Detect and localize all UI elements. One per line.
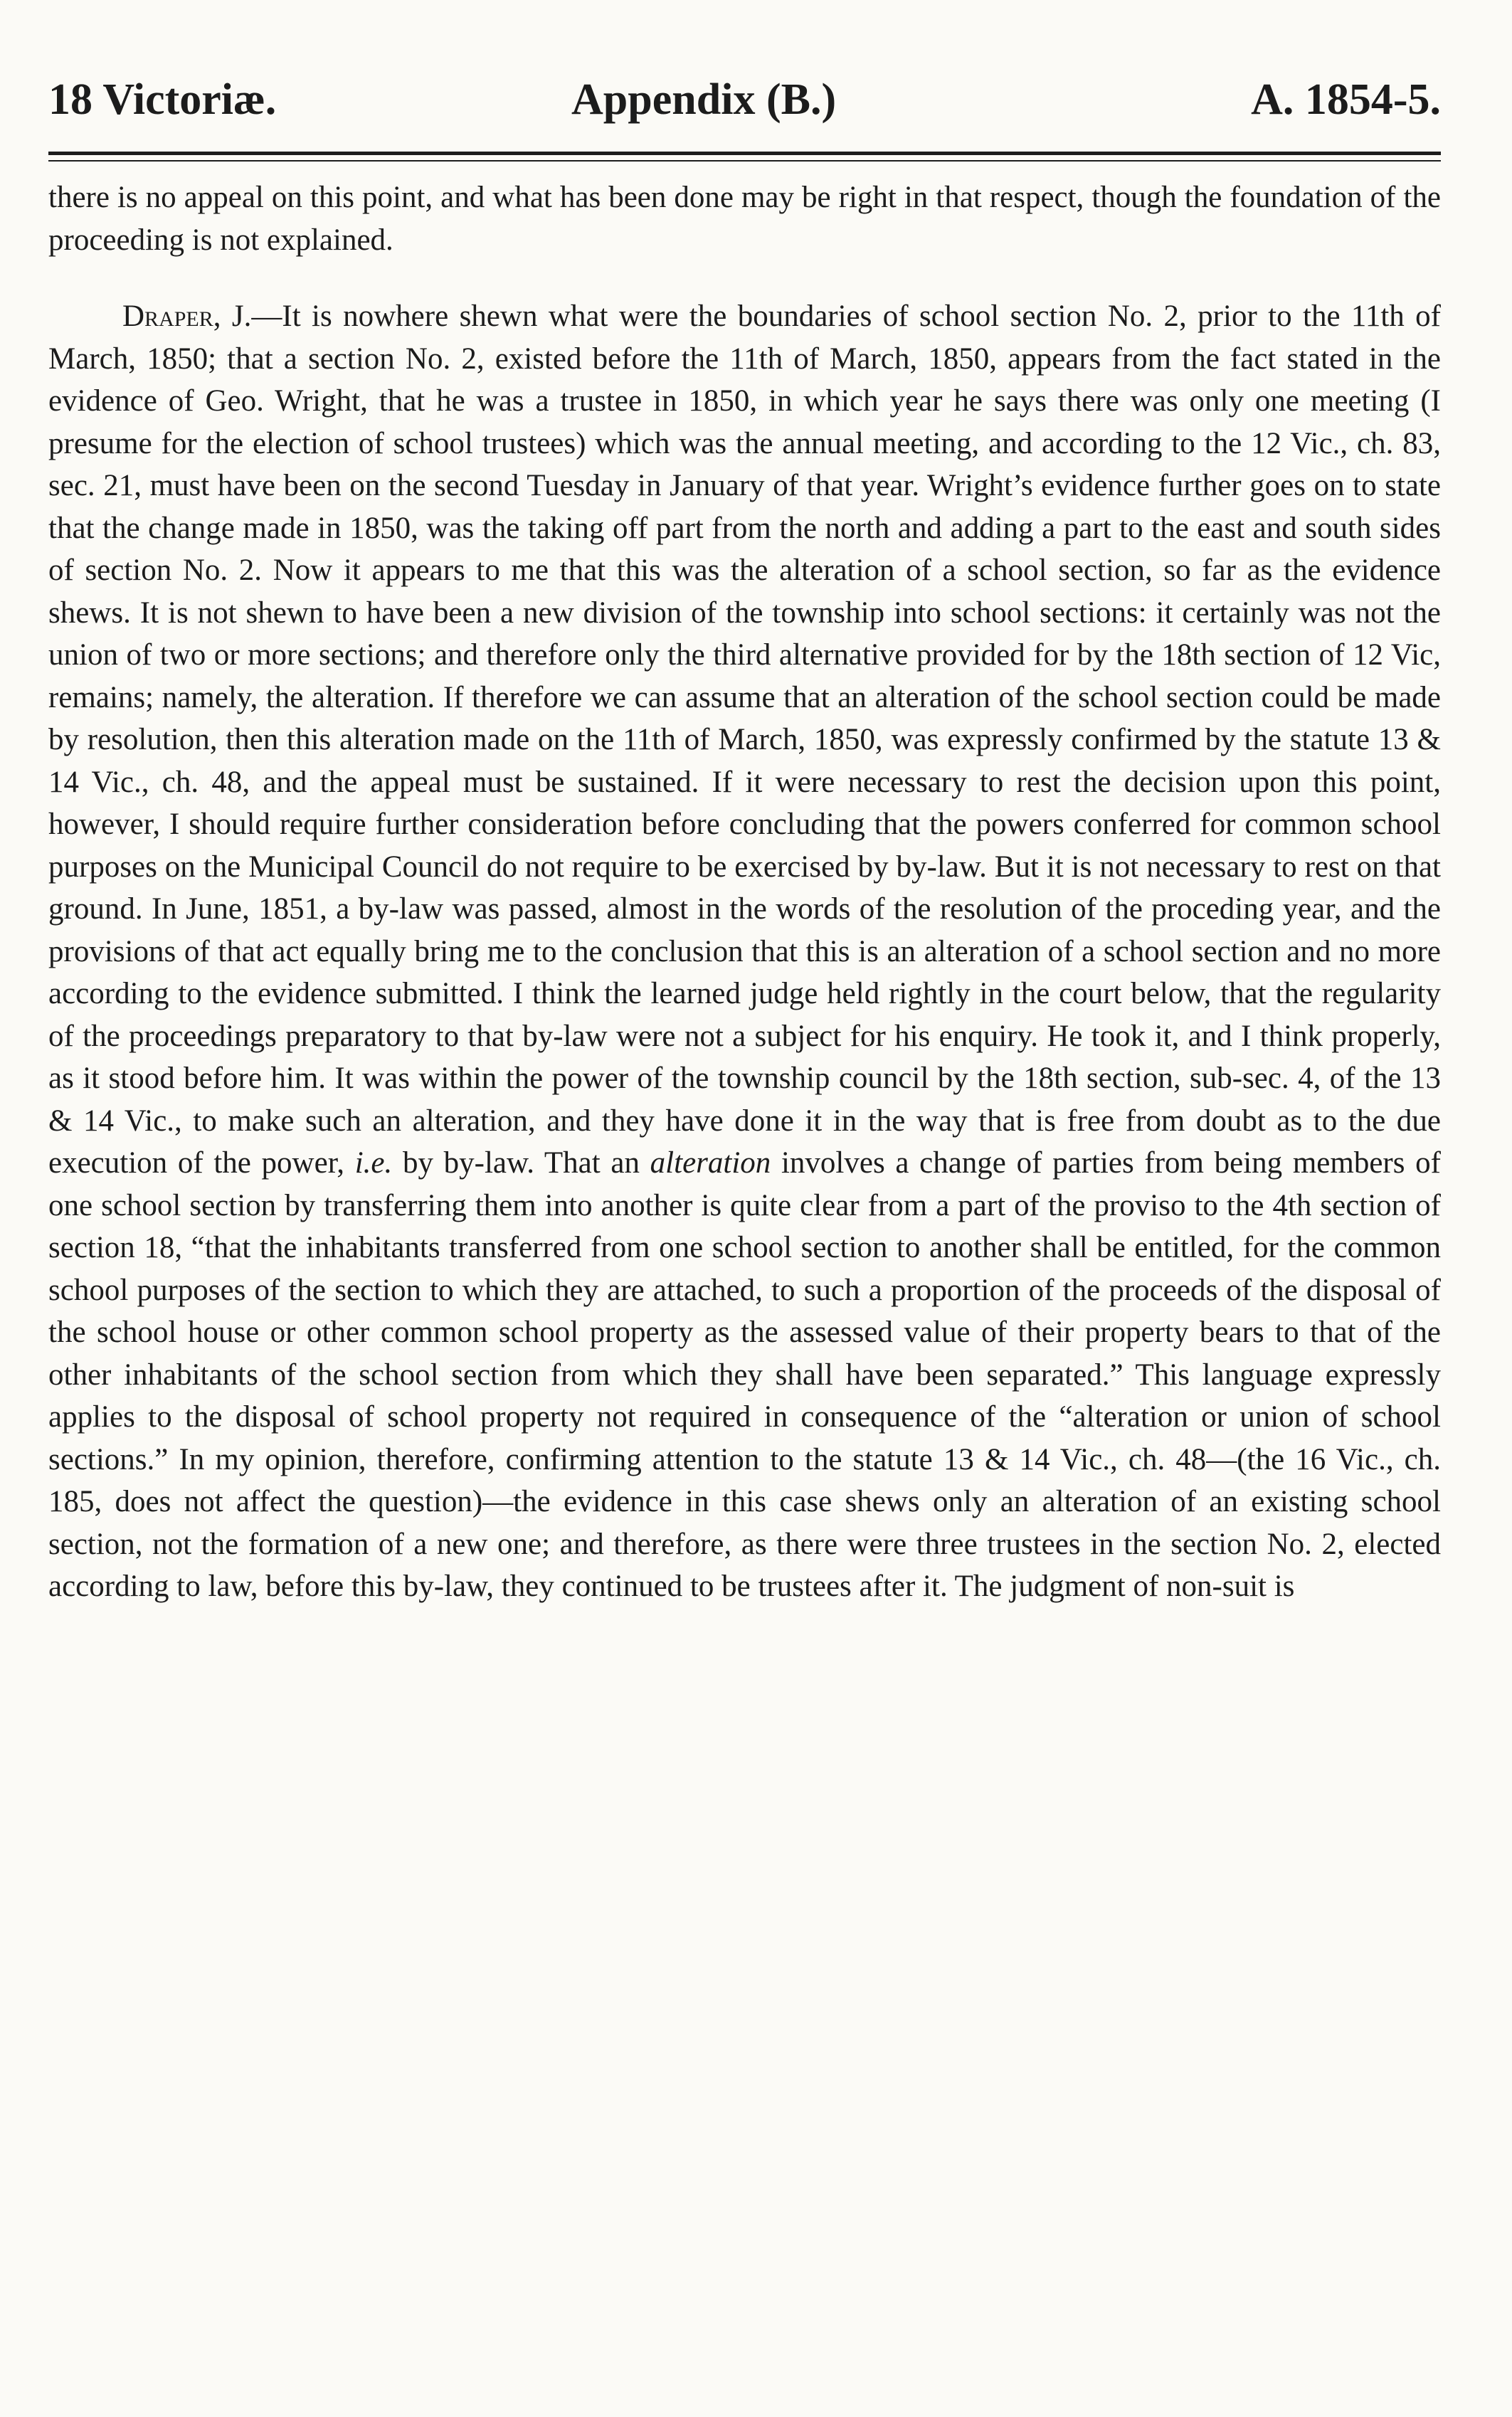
paragraph-opinion	[48, 295, 1441, 1608]
alteration-word: alteration	[650, 1146, 771, 1180]
header-rule-thick	[48, 152, 1441, 155]
page-header	[48, 68, 1441, 132]
judge-name: Draper, J.	[122, 300, 252, 333]
ie-abbrev: i.e.	[354, 1146, 393, 1180]
paragraph-continuation: there is no appeal on this point, and what has been done may be right in that respect, though the foundation of the proceeding is not explained.	[48, 181, 1441, 257]
header-session: 18 Victoriæ.	[48, 75, 277, 124]
opinion-text-2: by by-law. That an	[392, 1146, 650, 1180]
opinion-text-1: —It is nowhere shewn what were the boundaries of school section No. 2, prior to the 11th of March, 1850; that a section No. 2, existed before the 11th of March, 1850, appears from the fact stated in the evidence of Geo. Wright, that he was a trustee in 1850, in which year he says there was only one meeting (I presume for the election of school trustees) which was the annual meeting, and according to the 12 Vic., ch. 83, sec. 21, must have been on the second Tuesday in January of that year. Wright’s evidence further goes on to state that the change made in 1850, was the taking off part from the north and adding a part to the east and south sides of section No. 2. Now it appears to me that this was the alteration of a school section, so far as the evidence shews. It is not shewn to have been a new division of the township into school sections: it certainly was not the union of two or more sections; and therefore only the third alternative provided for by the 18th section of 12 Vic, remains; namely, the alteration. If therefore we can assume that an alteration of the school section could be made by resolution, then this alteration made on the 11th of March, 1850, was expressly confirmed by the statute 13 & 14 Vic., ch. 48, and the appeal must be sustained. If it were necessary to rest the decision upon this point, however, I should require further consideration before concluding that the powers conferred for common school purposes on the Municipal Council do not require to be exercised by by-law. But it is not necessary to rest on that ground. In June, 1851, a by-law was passed, almost in the words of the resolution of the proceding year, and the provisions of that act equally bring me to the conclusion that this is an alteration of a school section and no more according to the evidence submitted. I think the learned judge held rightly in the court below, that the regularity of the proceedings preparatory to that by-law were not a subject for his enquiry. He took it, and I think properly, as it stood before him. It was within the power of the township council by the 18th section, sub-sec. 4, of the 13 & 14 Vic., to make such an alteration, and they have done it in the way that is free from doubt as to the due execution of the power,	[48, 300, 1442, 1180]
body-text	[48, 176, 1441, 1608]
opinion-text-3: involves a change of parties from being members of one school section by transferring them into another is quite clear from a part of the proviso to the 4th section of section 18, “that the inhabitants transferred from one school section to another shall be entitled, for the common school purposes of the section to which they are attached, to such a proportion of the proceeds of the disposal of the school house or other common school property as the assessed value of their property bears to that of the other inhabitants of the school section from which they shall have been separated.” This language expressly applies to the disposal of school property not required in consequence of the “alteration or union of school sections.” In my opinion, therefore, confirming attention to the statute 13 & 14 Vic., ch. 48—(the 16 Vic., ch. 185, does not affect the question)—the evidence in this case shews only an alteration of an existing school section, not the formation of a new one; and therefore, as there were three trustees in the section No. 2, elected according to law, before this by-law, they continued to be trustees after it. The judgment of non-suit is	[48, 1146, 1441, 1603]
header-rule-thin	[48, 160, 1441, 162]
header-appendix: Appendix (B.)	[571, 75, 837, 124]
header-year: A. 1854-5.	[1251, 75, 1441, 124]
